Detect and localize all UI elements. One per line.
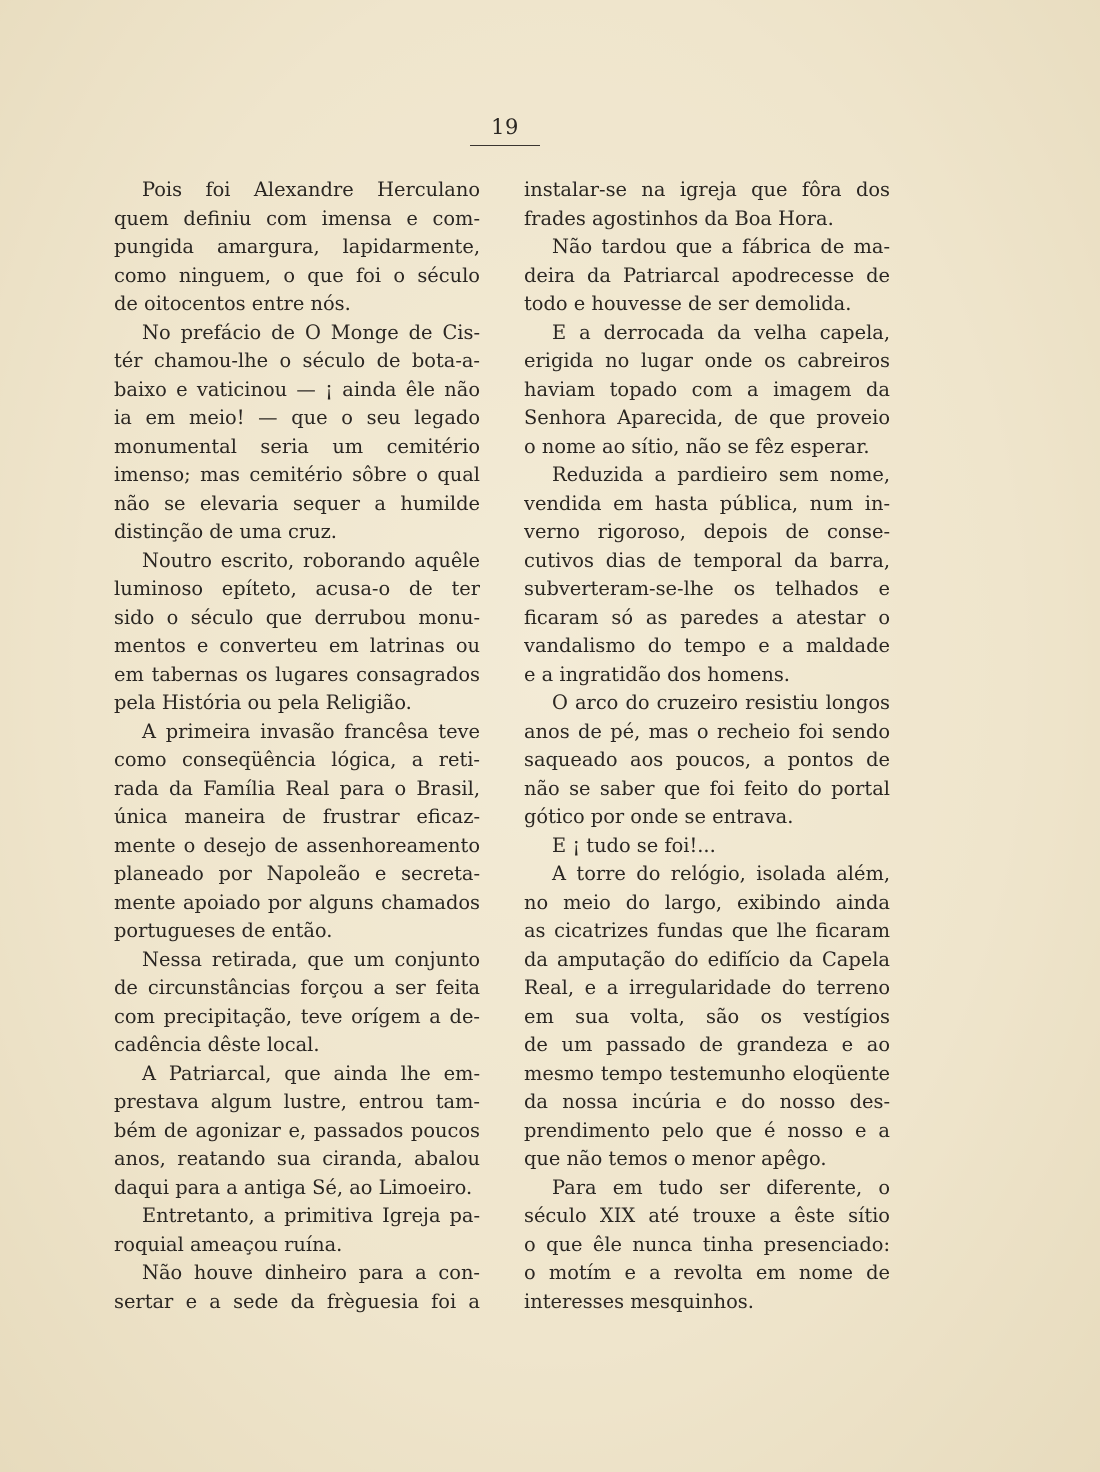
text-line: Real, e a irregularidade do terreno <box>524 976 890 999</box>
text-line: sido o século que derrubou monu- <box>114 605 480 629</box>
text-line: no meio do largo, exibindo ainda <box>524 890 890 914</box>
text-line: gótico por onde se entrava. <box>524 805 794 828</box>
text-line: ficaram só as paredes a atestar o <box>524 605 890 629</box>
text-line: em sua volta, são os vestígios <box>524 1004 890 1028</box>
text-line: deira da Patriarcal apodrecesse de <box>524 263 890 287</box>
text-line: A primeira invasão francêsa teve <box>142 719 480 743</box>
text-line: de oitocentos entre nós. <box>114 292 351 315</box>
text-line: século XIX até trouxe a êste sítio <box>524 1204 890 1227</box>
text-line: não se elevaria sequer a humilde <box>114 491 480 515</box>
text-line: as cicatrizes fundas que lhe ficaram <box>524 919 890 942</box>
text-line: Não houve dinheiro para a con- <box>142 1261 480 1284</box>
text-line: Senhora Aparecida, de que proveio <box>524 406 890 429</box>
text-line: portugueses de então. <box>114 919 333 942</box>
text-line: mesmo tempo testemunho eloqüente <box>524 1061 890 1085</box>
text-line: pela História ou pela Religião. <box>114 691 412 714</box>
text-line: de circunstâncias forçou a ser feita <box>114 976 480 999</box>
text-line: daqui para a antiga Sé, ao Limoeiro. <box>114 1175 473 1199</box>
text-line: da amputação do edifício da Capela <box>524 947 890 971</box>
text-line: prendimento pelo que é nosso e a <box>524 1118 890 1142</box>
text-line: mente apoiado por alguns chamados <box>114 890 480 914</box>
text-line: da nossa incúria e do nosso des- <box>524 1090 890 1113</box>
text-line: Para em tudo ser diferente, o <box>552 1175 890 1199</box>
text-line: e a ingratidão dos homens. <box>524 662 790 686</box>
text-line: E a derrocada da velha capela, <box>552 320 890 344</box>
text-line: rada da Família Real para o Brasil, <box>114 776 480 800</box>
text-line: tér chamou-lhe o século de bota-a- <box>114 349 480 372</box>
text-line: haviam topado com a imagem da <box>524 377 890 401</box>
left-text-column <box>114 176 480 1316</box>
text-line: saqueado aos poucos, a pontos de <box>524 748 890 771</box>
text-line: não se saber que foi feito do portal <box>524 776 890 800</box>
text-line: pungida amargura, lapidarmente, <box>114 235 480 258</box>
text-line: E ¡ tudo se foi!... <box>552 833 716 857</box>
text-line: como conseqüência lógica, a reti- <box>114 748 480 771</box>
text-line: com precipitação, teve orígem a de- <box>114 1004 480 1028</box>
text-line: todo e houvesse de ser demolida. <box>524 292 852 315</box>
text-line: interesses mesquinhos. <box>524 1289 754 1313</box>
text-line: sertar e a sede da frèguesia foi a <box>114 1289 480 1313</box>
text-line: mente o desejo de assenhoreamento <box>114 833 480 857</box>
text-line: monumental seria um cemitério <box>114 434 480 458</box>
text-line: em tabernas os lugares consagrados <box>114 662 480 686</box>
text-line: mentos e converteu em latrinas ou <box>114 634 480 657</box>
text-line: O arco do cruzeiro resistiu longos <box>552 691 890 714</box>
text-line: baixo e vaticinou — ¡ ainda êle não <box>114 377 480 401</box>
text-line: cutivos dias de temporal da barra, <box>524 548 890 572</box>
right-text-column <box>524 176 890 1316</box>
text-line: de um passado de grandeza e ao <box>524 1033 890 1056</box>
text-line: Entretanto, a primitiva Igreja pa- <box>142 1204 480 1227</box>
text-line: vandalismo do tempo e a maldade <box>524 634 890 657</box>
text-line: vendida em hasta pública, num in- <box>524 491 890 515</box>
text-line: A Patriarcal, que ainda lhe em- <box>142 1061 480 1085</box>
text-line: como ninguem, o que foi o século <box>114 263 480 287</box>
text-line: Noutro escrito, roborando aquêle <box>142 548 480 572</box>
page-number-rule <box>470 145 540 146</box>
text-line: bém de agonizar e, passados poucos <box>114 1118 480 1142</box>
text-line: anos de pé, mas o recheio foi sendo <box>524 719 890 743</box>
text-line: que não temos o menor apêgo. <box>524 1147 827 1170</box>
text-line: Nessa retirada, que um conjunto <box>142 947 480 971</box>
text-line: subverteram-se-lhe os telhados e <box>524 577 890 600</box>
text-line: verno rigoroso, depois de conse- <box>524 520 890 543</box>
text-line: planeado por Napoleão e secreta- <box>114 862 480 885</box>
text-line: distinção de uma cruz. <box>114 520 337 543</box>
text-line: instalar-se na igreja que fôra dos <box>524 178 890 201</box>
text-line: única maneira de frustrar eficaz- <box>114 805 480 828</box>
text-line: frades agostinhos da Boa Hora. <box>524 206 834 230</box>
page-number: 19 <box>491 115 519 139</box>
text-line: cadência dêste local. <box>114 1033 320 1056</box>
text-line: o que êle nunca tinha presenciado: <box>524 1232 890 1256</box>
text-line: A torre do relógio, isolada além, <box>552 862 890 885</box>
text-line: quem definiu com imensa e com- <box>114 206 480 230</box>
text-line: Reduzida a pardieiro sem nome, <box>552 463 890 486</box>
text-line: Pois foi Alexandre Herculano <box>142 178 480 201</box>
text-line: ia em meio! — que o seu legado <box>114 406 480 429</box>
text-line: o nome ao sítio, não se fêz esperar. <box>524 434 870 458</box>
text-line: No prefácio de O Monge de Cis- <box>142 320 480 344</box>
text-line: roquial ameaçou ruína. <box>114 1232 343 1256</box>
text-line: anos, reatando sua ciranda, abalou <box>114 1147 480 1170</box>
text-line: imenso; mas cemitério sôbre o qual <box>114 463 480 486</box>
text-line: Não tardou que a fábrica de ma- <box>552 235 890 258</box>
text-line: luminoso epíteto, acusa-o de ter <box>114 577 480 600</box>
text-line: erigida no lugar onde os cabreiros <box>524 349 890 372</box>
text-line: o motím e a revolta em nome de <box>524 1261 890 1284</box>
text-line: prestava algum lustre, entrou tam- <box>114 1090 480 1113</box>
